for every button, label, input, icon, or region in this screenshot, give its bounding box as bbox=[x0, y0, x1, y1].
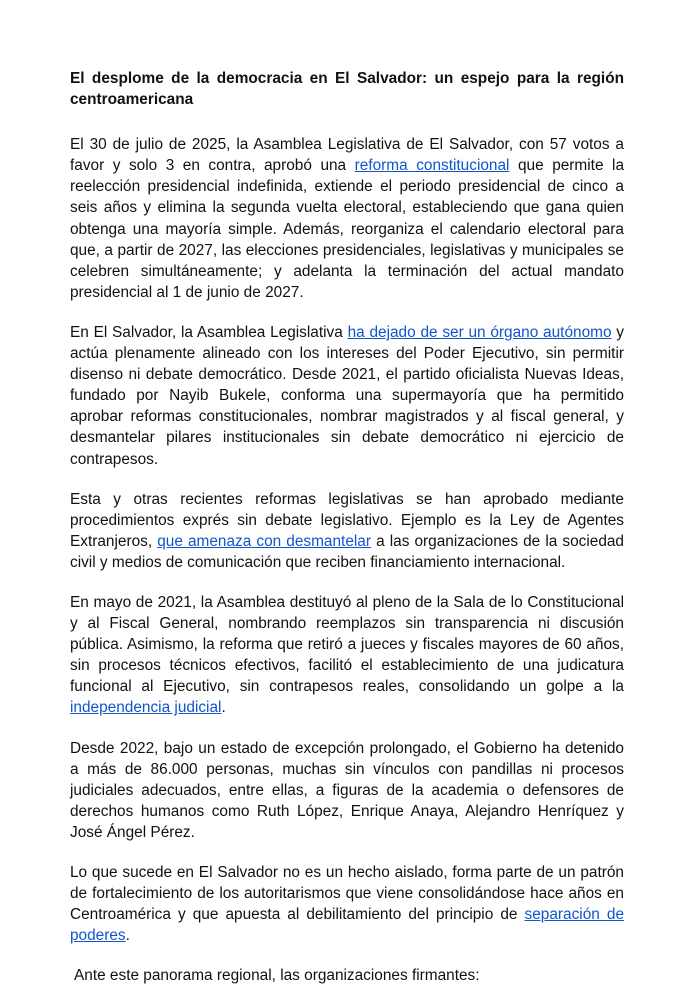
paragraph-text: que permite la reelección presidencial indefinida, extiende el periodo presidencial de cinco a seis años y elimina la segunda vuelta electoral, estableciendo que gana quien obtenga una mayoría simple. Además, reorganiza el calendario electoral para que, a partir de 2027, las elecciones presidenciales, legislativas y municipales se celebren simultáneamente; y adelanta la terminación del actual mandato presidencial al 1 de junio de 2027. bbox=[70, 157, 625, 301]
paragraph-text: En El Salvador, la Asamblea Legislativa bbox=[70, 323, 348, 341]
paragraph-sala-constitucional bbox=[70, 592, 624, 719]
paragraph-text: . bbox=[221, 699, 226, 717]
link-separacion-poderes[interactable]: separación de poderes bbox=[70, 906, 625, 945]
link-reforma-constitucional[interactable]: reforma constitucional bbox=[354, 157, 510, 175]
link-amenaza-desmantelar[interactable]: que amenaza con desmantelar bbox=[157, 532, 371, 550]
paragraph-asamblea bbox=[70, 322, 624, 470]
paragraph-text: Lo que sucede en El Salvador no es un hecho aislado, forma parte de un patrón de fortalecimiento de los autoritarismos que viene consolidándose hace años en Centroamérica y que apuesta al debilitamiento del principio de bbox=[70, 864, 624, 924]
paragraph-text: a las organizaciones de la sociedad civil y medios de comunicación que reciben financiamiento internacional. bbox=[70, 532, 624, 571]
paragraph-text: El 30 de julio de 2025, la Asamblea Legislativa de El Salvador, con 57 votos a favor y solo 3 en contra, aprobó una bbox=[70, 136, 624, 175]
paragraph-text: y actúa plenamente alineado con los intereses del Poder Ejecutivo, sin permitir disenso ni debate democrático. Desde 2021, el partido oficialista Nuevas Ideas, fundado por Nayib Bukele, conforma una supermayoría que ha permitido aprobar reformas constitucionales, nombrar magistrados y al fiscal general, y desmantelar pilares institucionales sin debate democrático ni ejercicio de contrapesos. bbox=[70, 323, 624, 468]
paragraph-text: En mayo de 2021, la Asamblea destituyó al pleno de la Sala de lo Constitucional y al Fiscal General, nombrando reemplazos sin transparencia ni discusión pública. Asimismo, la reforma que retiró a jueces y fiscales mayores de 60 años, sin procesos técnicos efectivos, facilitó el establecimiento de una judicatura funcional al Ejecutivo, sin contrapesos reales, consolidando un golpe a la bbox=[70, 593, 624, 696]
paragraph-estado-excepcion: Desde 2022, bajo un estado de excepción prolongado, el Gobierno ha detenido a más de 86.000 personas, muchas sin vínculos con pandillas ni procesos judiciales adecuados, entre ellas, a figuras de la academia o defensores de derechos humanos como Ruth López, Enrique Anaya, Alejandro Henríquez y José Ángel Pérez. bbox=[70, 739, 624, 841]
paragraph-ley-agentes bbox=[70, 489, 624, 573]
paragraph-reforma bbox=[70, 134, 624, 303]
link-organo-autonomo[interactable]: ha dejado de ser un órgano autónomo bbox=[347, 323, 612, 341]
document-title: El desplome de la democracia en El Salvador: un espejo para la región centroamericana bbox=[70, 70, 624, 109]
paragraph-text: . bbox=[125, 927, 130, 945]
paragraph-patron-regional bbox=[70, 862, 624, 946]
paragraph-organizaciones: Ante este panorama regional, las organizaciones firmantes: bbox=[74, 967, 480, 985]
link-independencia-judicial[interactable]: independencia judicial bbox=[70, 699, 222, 717]
paragraph-text: Esta y otras recientes reformas legislativas se han aprobado mediante procedimientos exprés sin debate legislativo. Ejemplo es la Ley de Agentes Extranjeros, bbox=[70, 490, 624, 550]
